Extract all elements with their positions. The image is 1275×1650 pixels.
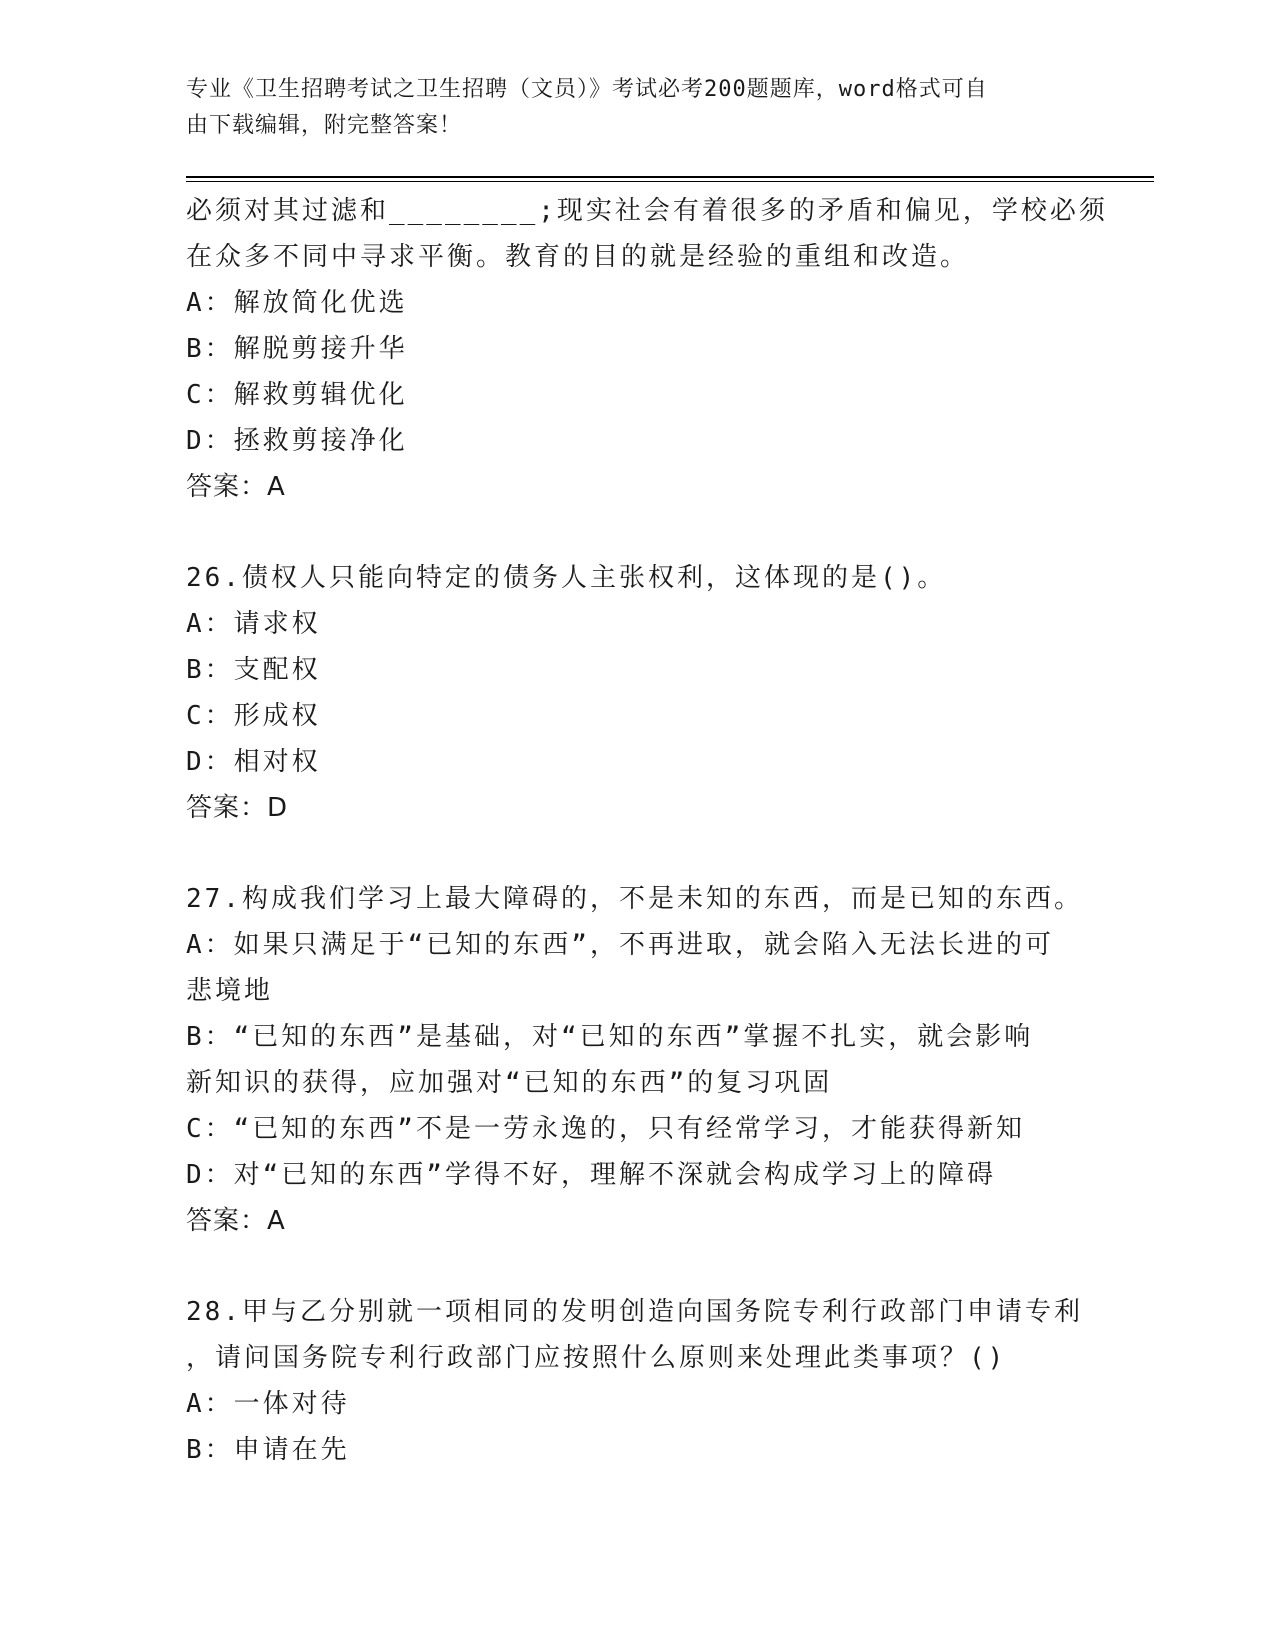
option-a: A：一体对待 [186,1389,350,1419]
option-c: C：“已知的东西”不是一劳永逸的，只有经常学习，才能获得新知 [186,1114,1025,1144]
question-stem: 必须对其过滤和________;现实社会有着很多的矛盾和偏见，学校必须 [186,196,1108,226]
option-d: D：拯救剪接净化 [186,426,408,456]
question-stem: 在众多不同中寻求平衡。教育的目的就是经验的重组和改造。 [186,242,970,272]
option-a: A：解放简化优选 [186,288,408,318]
question-spacer [186,831,1086,876]
option-a: A：如果只满足于“已知的东西”，不再进取，就会陷入无法长进的可 [186,930,1054,960]
question-26 [186,555,1086,831]
header-divider-thick [186,176,1154,178]
question-spacer [186,1244,1086,1289]
question-stem: 27.构成我们学习上最大障碍的，不是未知的东西，而是已知的东西。 [186,884,1083,914]
document-header [186,72,1066,144]
answer-line: 答案：D [186,793,289,823]
option-b-continued: 新知识的获得，应加强对“已知的东西”的复习巩固 [186,1068,833,1098]
header-divider-thin [186,181,1154,182]
option-b: B：支配权 [186,655,321,685]
question-27 [186,876,1086,1244]
question-stem: 28.甲与乙分别就一项相同的发明创造向国务院专利行政部门申请专利 [186,1297,1083,1327]
header-line-1: 专业《卫生招聘考试之卫生招聘（文员）》考试必考200题题库，word格式可自 [186,77,988,102]
question-25 [186,188,1108,510]
question-stem-continued: ，请问国务院专利行政部门应按照什么原则来处理此类事项？() [186,1343,1007,1373]
option-c: C：解救剪辑优化 [186,380,408,410]
option-b: B：申请在先 [186,1435,350,1465]
option-d: D：对“已知的东西”学得不好，理解不深就会构成学习上的障碍 [186,1160,996,1190]
option-d: D：相对权 [186,747,321,777]
answer-line: 答案：A [186,1206,286,1236]
question-list [186,188,1108,1473]
option-a: A：请求权 [186,609,321,639]
option-b: B：解脱剪接升华 [186,334,408,364]
option-b: B：“已知的东西”是基础，对“已知的东西”掌握不扎实，就会影响 [186,1022,1034,1052]
option-c: C：形成权 [186,701,321,731]
question-stem: 26.债权人只能向特定的债务人主张权利，这体现的是()。 [186,563,947,593]
header-line-2: 由下载编辑，附完整答案！ [186,113,463,138]
question-spacer [186,510,1086,555]
option-a-continued: 悲境地 [186,976,274,1006]
question-28 [186,1289,1086,1473]
answer-line: 答案：A [186,472,286,502]
